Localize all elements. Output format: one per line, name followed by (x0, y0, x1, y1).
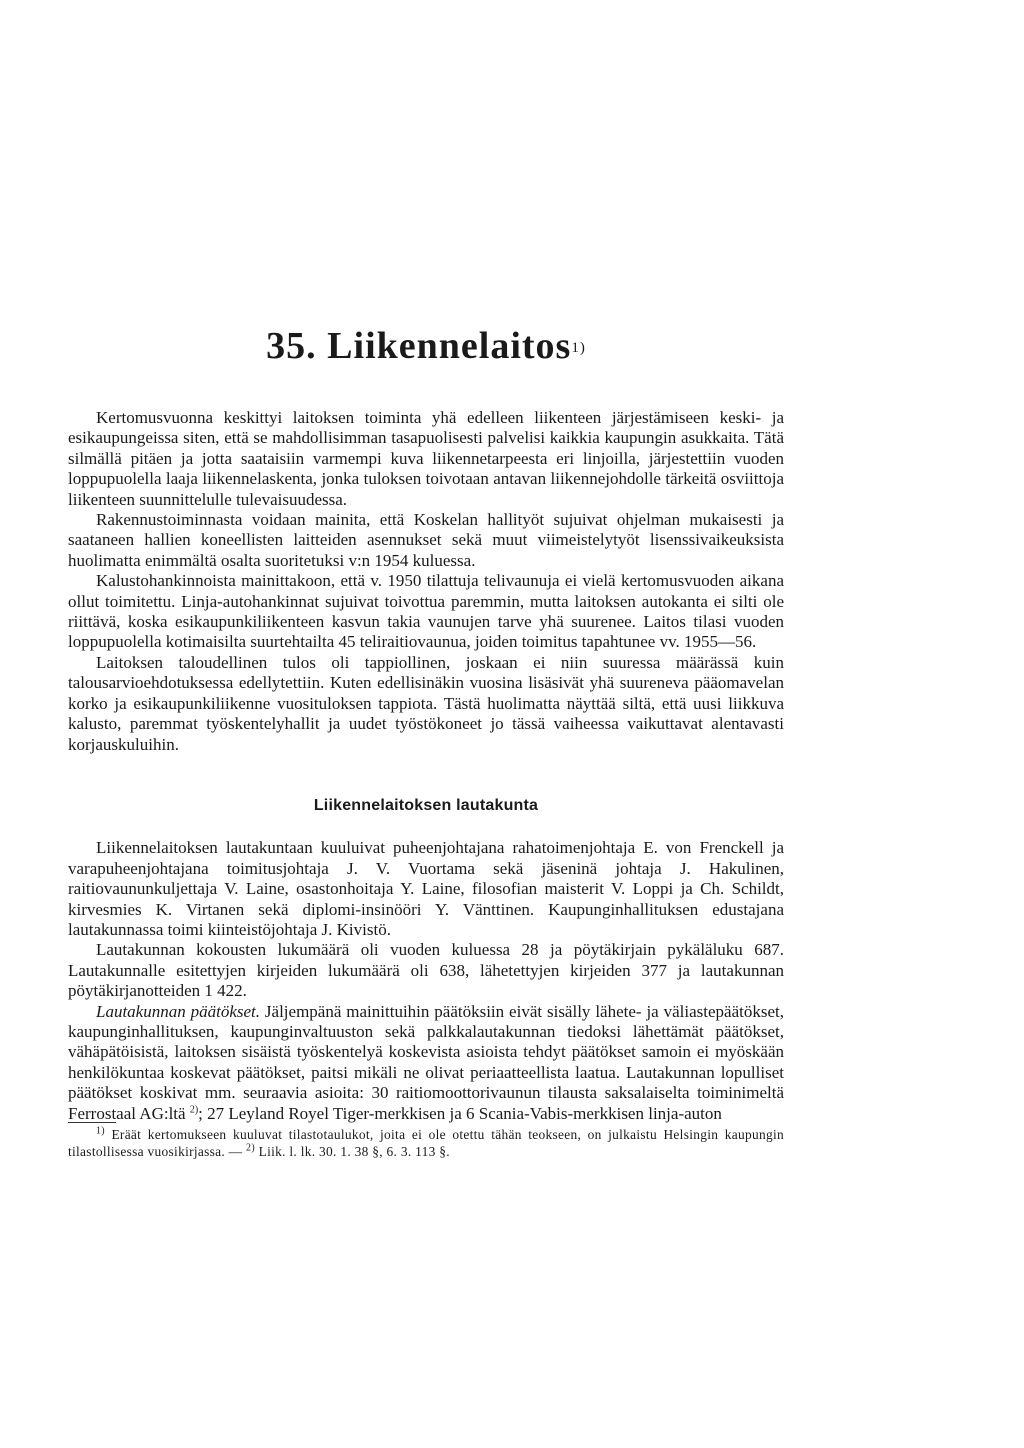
intro-paragraph-3: Kalustohankinnoista mainittakoon, että v. 1950 tilattuja telivaunuja ei vielä kertomusvuoden aikana ollut toimitettu. Linja-autohankinnat sujuivat toivottua paremmin, mutta laitoksen autokanta ei silti ole riittävä, koska esikaupunkiliikenteen kasvun takia vaunujen tarve yhä suurenee. Laitos tilasi vuoden loppupuolella kotimaisilta suurtehtailta 45 teliraitiovaunua, joiden toimitus tapahtunee vv. 1955—56. (68, 571, 784, 652)
intro-paragraph-1: Kertomusvuonna keskittyi laitoksen toiminta yhä edelleen liikenteen järjestämiseen keski- ja esikaupungeissa siten, että se mahdollisimman tasapuolisesti palvelisi kaikkia kaupungin asukkaita. Tätä silmällä pitäen ja jotta saataisiin varmempi kuva liikennetarpeesta eri linjoilla, järjestettiin vuoden loppupuolella laaja liikennelaskenta, jonka tuloksen toivotaan antavan liikennejohdolle tärkeitä osviittoja liikenteen suunnittelulle tulevaisuudessa. (68, 408, 784, 509)
decisions-lead: Lautakunnan päätökset. (96, 1001, 261, 1021)
section-paragraph-3 (68, 1002, 784, 1124)
footnote-paragraph (68, 1126, 784, 1160)
footnote-marker-1: 1) (96, 1125, 105, 1137)
footnote-marker-2: 2) (246, 1142, 255, 1154)
section-heading: Liikennelaitoksen lautakunta (313, 796, 539, 814)
section-paragraph-2: Lautakunnan kokousten lukumäärä oli vuoden kuluessa 28 ja pöytäkirjain pykäläluku 687. Lautakunnalle esitettyjen kirjeiden lukumäärä oli 638, lähetettyjen kirjeiden 377 ja lautakunnan pöytäkirjanotteiden 1 422. (68, 940, 784, 1001)
chapter-footnote-marker: 1) (571, 340, 586, 356)
footnote-text-1: Eräät kertomukseen kuuluvat tilastotaulukot, joita ei ole otettu tähän teokseen, on julkaistu Helsingin kaupungin tilastollisessa vuosikirjassa. — (68, 1127, 784, 1159)
intro-paragraph-4: Laitoksen taloudellinen tulos oli tappiollinen, joskaan ei niin suuressa määrässä kuin talousarvioehdotuksessa edellytettiin. Kuten edellisinäkin vuosina lisäsivät yhä suureneva pääomavelan korko ja esikaupunkiliikenne vuosituloksen tappiota. Tästä huolimatta näyttää siltä, että uusi liikkuva kalusto, paremmat työskentelyhallit ja uudet työstökoneet jo tässä vaiheessa vaikuttavat alentavasti korjauskuluihin. (68, 652, 784, 754)
body-text (68, 408, 784, 1124)
footnotes (68, 1126, 784, 1160)
chapter-title-text: 35. Liikennelaitos (266, 325, 572, 367)
footnote-text-2: Liik. l. lk. 30. 1. 38 §, 6. 3. 113 §. (254, 1144, 450, 1159)
footnote-ref-2: 2) (189, 1103, 199, 1115)
decisions-text-a: Jäljempänä mainittuihin päätöksiin eivät sisälly lähete- ja väliastepäätökset, kaupunginhallituksen, kaupunginvaltuuston sekä palkkalautakunnan tiedoksi lähettämät päätökset, vähäpätöisistä, laitoksen sisäistä työskentelyä koskevista asioista tehdyt päätökset samoin ei myöskään henkilökuntaa koskevat päätökset, paitsi mikäli ne olivat periaatteellista laatua. Lautakunnan lopulliset päätökset koskivat mm. seuraavia asioita: 30 raitiomoottorivaunun tilausta saksalaiselta toiminimeltä Ferrostaal AG:ltä (68, 1001, 784, 1123)
chapter-title (68, 322, 784, 370)
intro-paragraph-2: Rakennustoiminnasta voidaan mainita, että Koskelan hallityöt sujuivat ohjelman mukaisesti ja saataneen hallien koneellisten laitteiden asennukset sekä muut viimeistelytyöt lisenssivaikeuksista huolimatta enimmältä osalta suoritetuksi v:n 1954 kuluessa. (68, 510, 784, 570)
section-paragraph-1: Liikennelaitoksen lautakuntaan kuuluivat puheenjohtajana rahatoimenjohtaja E. von Frenckell ja varapuheenjohtajana toimitusjohtaja J. V. Vuortama sekä jäseninä johtaja J. Hakulinen, raitiovaununkuljettaja V. Laine, osastonhoitaja Y. Laine, filosofian maisterit V. Loppi ja Ch. Schildt, kirvesmies K. Virtanen sekä diplomi-insinööri Y. Vänttinen. Kaupunginhallituksen edustajana lautakunnassa toimi kiinteistöjohtaja J. Kivistö. (68, 838, 784, 939)
decisions-text-b: ; 27 Leyland Royel Tiger-merkkisen ja 6 Scania-Vabis-merkkisen linja-auton (198, 1103, 722, 1123)
footnote-divider (68, 1122, 116, 1123)
